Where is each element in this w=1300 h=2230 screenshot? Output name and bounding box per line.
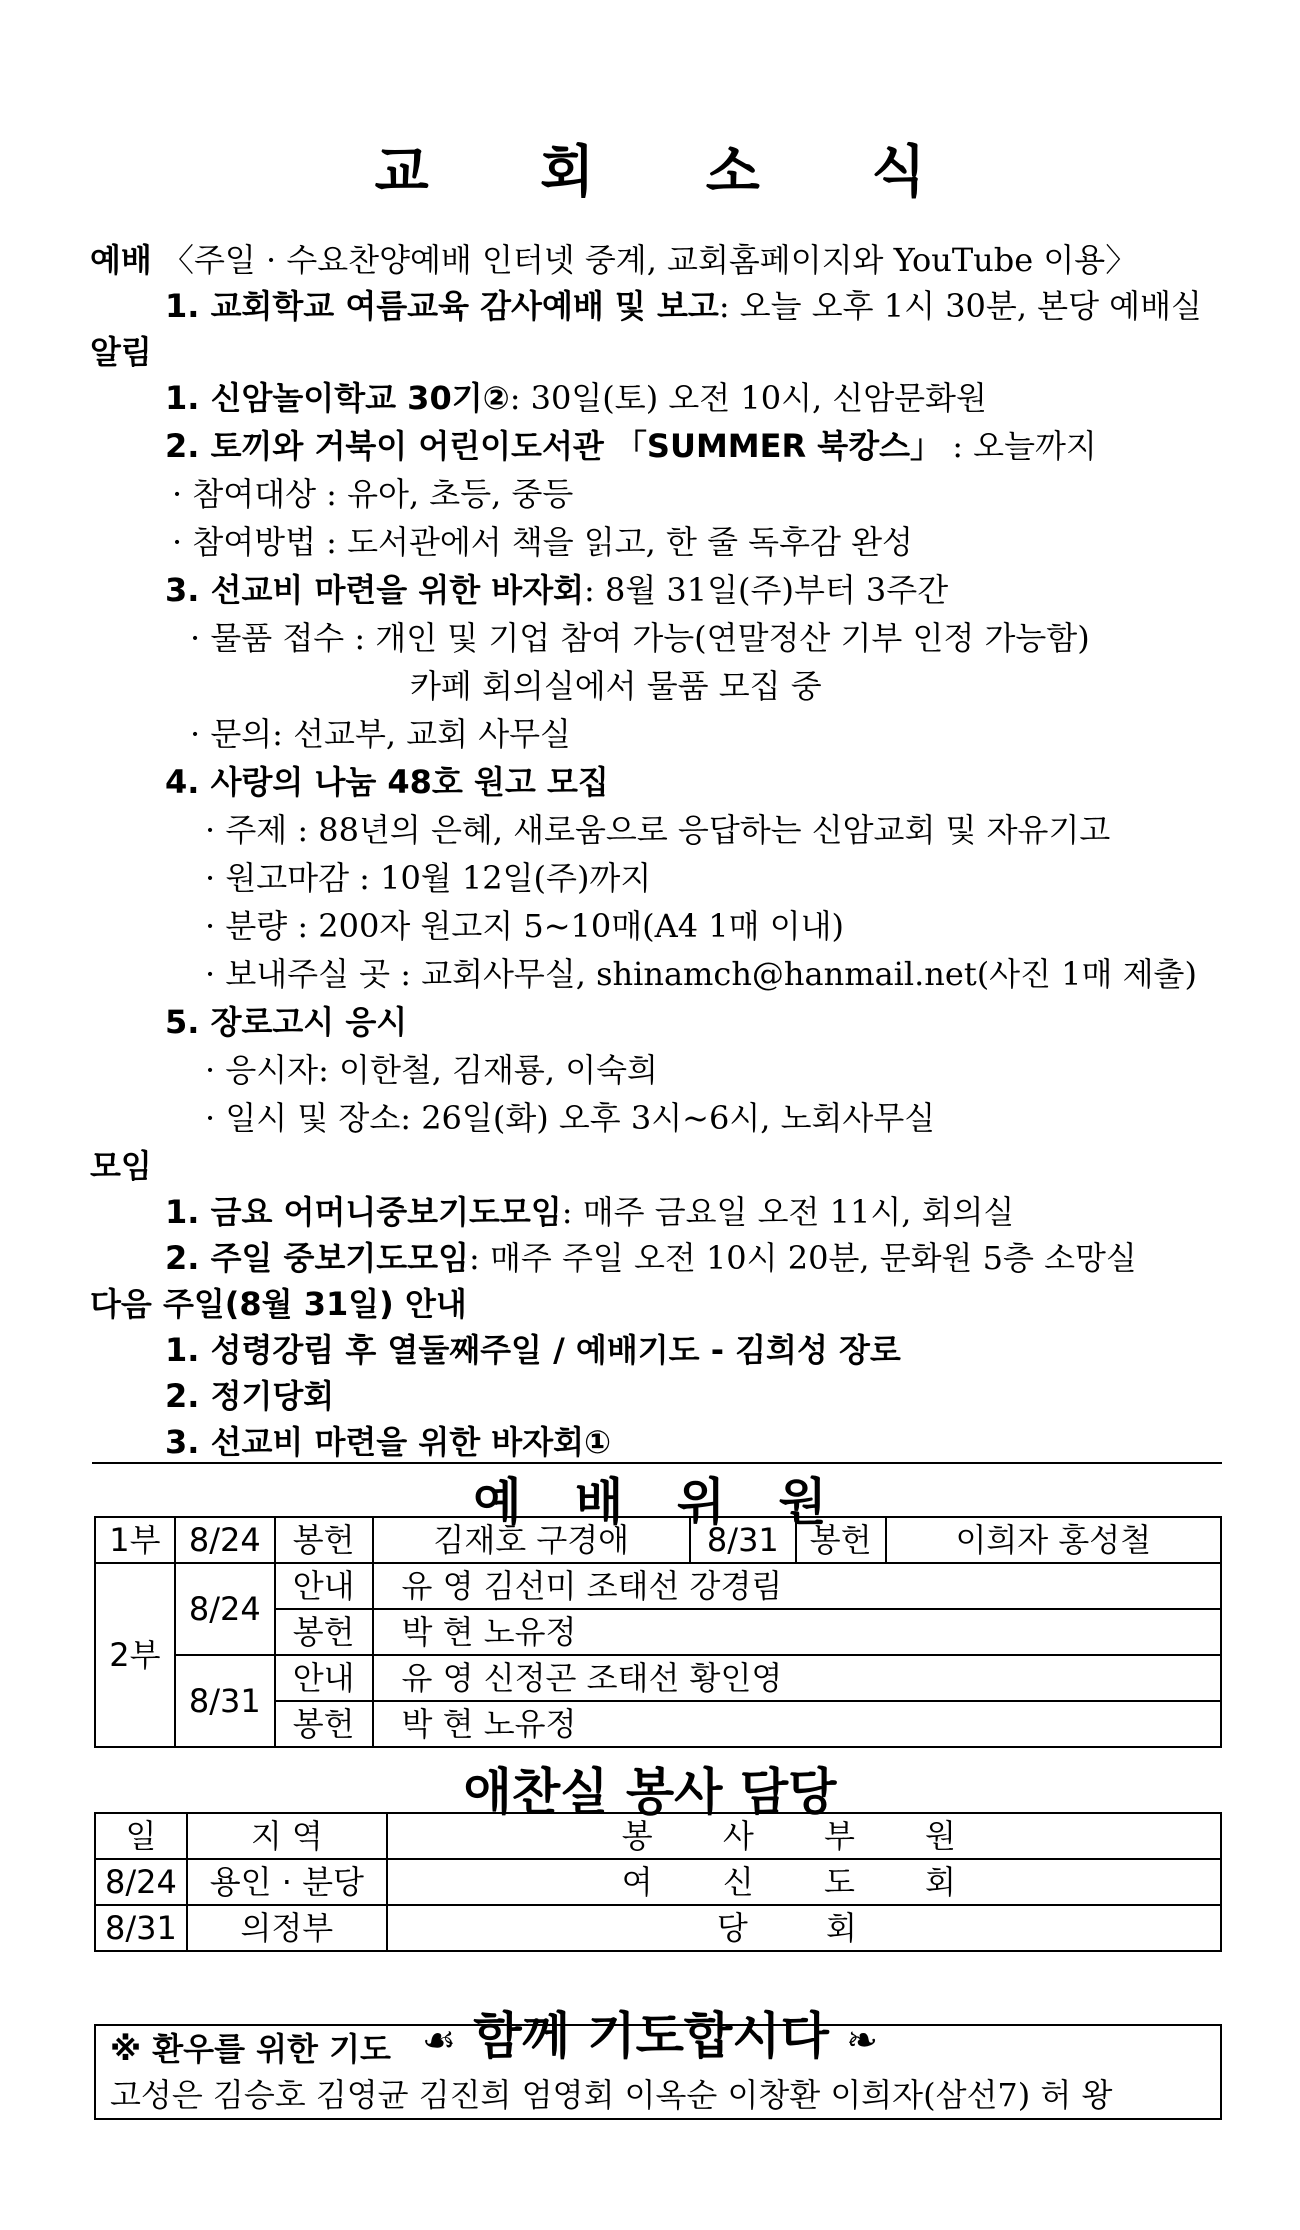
notice-heading: 알림	[90, 333, 152, 371]
role-cell: 안내	[275, 1655, 373, 1701]
notice-item-2-detail: : 오늘까지	[952, 427, 1097, 465]
notice-item-5-sub-2: · 일시 및 장소: 26일(화) 오후 3시~6시, 노회사무실	[205, 1099, 936, 1137]
worship-heading: 예배	[90, 241, 152, 279]
meeting-item-1-title: 1. 금요 어머니중보기도모임	[165, 1193, 562, 1231]
chapel-service-table	[94, 1812, 1222, 1952]
role-cell: 봉헌	[275, 1701, 373, 1747]
table-row	[95, 2025, 1221, 2072]
meeting-item-1	[165, 1190, 1014, 1234]
worship-item-1	[165, 284, 1202, 328]
names-cell: 박 현 노유정	[373, 1701, 1221, 1747]
notice-item-4-sub-4: · 보내주실 곳 : 교회사무실, shinamch@hanmail.net(사진 1매 제출)	[205, 955, 1197, 993]
date-cell: 8/24	[175, 1517, 275, 1563]
role-cell: 봉헌	[796, 1517, 886, 1563]
region-cell: 용인 · 분당	[187, 1859, 387, 1905]
meeting-item-1-detail: : 매주 금요일 오전 11시, 회의실	[561, 1193, 1015, 1231]
page-title: 교 회 소 식	[374, 140, 972, 205]
role-cell: 봉헌	[275, 1609, 373, 1655]
members-cell: 여 신 도 회	[387, 1859, 1221, 1905]
next-week-item-3: 3. 선교비 마련을 위한 바자회①	[165, 1423, 612, 1461]
prayer-box-head: ※ 환우를 위한 기도	[110, 2030, 391, 2068]
members-cell: 당 회	[387, 1905, 1221, 1951]
region-cell: 의정부	[187, 1905, 387, 1951]
prayer-names: 고성은 김승호 김영균 김진희 엄영회 이옥순 이창환 이희자(삼선7) 허 왕	[95, 2072, 1221, 2119]
notice-item-5-title: 5. 장로고시 응시	[165, 1003, 408, 1041]
notice-item-4-sub-1: · 주제 : 88년의 은혜, 새로움으로 응답하는 신암교회 및 자유기고	[205, 811, 1111, 849]
next-week-item-1: 1. 성령강림 후 열둘째주일 / 예배기도 - 김희성 장로	[165, 1331, 901, 1369]
date-cell: 8/31	[175, 1655, 275, 1747]
worship-section	[90, 238, 1137, 282]
prayer-box-head-cell	[95, 2025, 1221, 2072]
table-row	[95, 1563, 1221, 1609]
notice-item-3-sub-2: · 문의: 선교부, 교회 사무실	[190, 715, 571, 753]
table-row	[95, 2072, 1221, 2119]
names-cell: 김재호 구경애	[373, 1517, 690, 1563]
prayer-title: 함께 기도합시다	[473, 2007, 829, 2065]
worship-staff-title: 예 배 위 원	[473, 1473, 845, 1531]
date-cell: 8/24	[175, 1563, 275, 1655]
prayer-box	[94, 2024, 1222, 2120]
worship-staff-table	[94, 1516, 1222, 1748]
table-header-row	[95, 1813, 1221, 1859]
worship-item-1-title: 1. 교회학교 여름교육 감사예배 및 보고	[165, 287, 719, 325]
role-cell: 봉헌	[275, 1517, 373, 1563]
next-week-item-2: 2. 정기당회	[165, 1377, 335, 1415]
next-week-heading: 다음 주일(8월 31일) 안내	[90, 1285, 467, 1323]
column-header: 일	[95, 1813, 187, 1859]
meeting-item-2-detail: : 매주 주일 오전 10시 20분, 문화원 5층 소망실	[469, 1239, 1137, 1277]
chapel-service-title: 애찬실 봉사 담당	[463, 1763, 837, 1821]
names-cell: 박 현 노유정	[373, 1609, 1221, 1655]
table-row	[95, 1859, 1221, 1905]
names-cell: 이희자 홍성철	[886, 1517, 1221, 1563]
column-header: 봉 사 부 원	[387, 1813, 1221, 1859]
date-cell: 8/31	[690, 1517, 796, 1563]
notice-item-3-sub-1b: 카페 회의실에서 물품 모집 중	[410, 667, 822, 705]
notice-item-2-sub-1: · 참여대상 : 유아, 초등, 중등	[172, 475, 574, 513]
table-row	[95, 1517, 1221, 1563]
service-part: 2부	[95, 1563, 175, 1747]
date-cell: 8/31	[95, 1905, 187, 1951]
ornament-left-icon: ☙	[421, 2018, 456, 2062]
notice-item-2	[165, 424, 1097, 468]
table-row	[95, 1905, 1221, 1951]
notice-item-4-sub-2: · 원고마감 : 10월 12일(주)까지	[205, 859, 652, 897]
column-header: 지 역	[187, 1813, 387, 1859]
worship-item-1-detail: : 오늘 오후 1시 30분, 본당 예배실	[718, 287, 1202, 325]
notice-item-4-sub-3: · 분량 : 200자 원고지 5~10매(A4 1매 이내)	[205, 907, 845, 945]
notice-item-1	[165, 376, 987, 420]
meeting-heading: 모임	[90, 1147, 152, 1185]
names-cell: 유 영 김선미 조태선 강경림	[373, 1563, 1221, 1609]
notice-item-4-title: 4. 사랑의 나눔 48호 원고 모집	[165, 763, 609, 801]
notice-item-3-sub-1: · 물품 접수 : 개인 및 기업 참여 가능(연말정산 기부 인정 가능함)	[190, 619, 1090, 657]
notice-item-3	[165, 568, 948, 612]
notice-item-1-title: 1. 신암놀이학교 30기②	[165, 379, 510, 417]
notice-item-3-detail: : 8월 31일(주)부터 3주간	[584, 571, 949, 609]
names-cell: 유 영 신정곤 조태선 황인영	[373, 1655, 1221, 1701]
notice-item-5-sub-1: · 응시자: 이한철, 김재룡, 이숙희	[205, 1051, 658, 1089]
notice-item-3-title: 3. 선교비 마련을 위한 바자회	[165, 571, 585, 609]
notice-item-2-title: 2. 토끼와 거북이 어린이도서관 「SUMMER 북캉스」	[165, 427, 943, 465]
service-part: 1부	[95, 1517, 175, 1563]
meeting-item-2	[165, 1236, 1137, 1280]
worship-note: 〈주일 · 수요찬양예배 인터넷 중계, 교회홈페이지와 YouTube 이용〉	[162, 241, 1138, 279]
ornament-right-icon: ❧	[846, 2018, 879, 2062]
meeting-item-2-title: 2. 주일 중보기도모임	[165, 1239, 469, 1277]
notice-item-1-detail: : 30일(토) 오전 10시, 신암문화원	[509, 379, 987, 417]
role-cell: 안내	[275, 1563, 373, 1609]
notice-item-2-sub-2: · 참여방법 : 도서관에서 책을 읽고, 한 줄 독후감 완성	[172, 523, 913, 561]
table-row	[95, 1655, 1221, 1701]
date-cell: 8/24	[95, 1859, 187, 1905]
